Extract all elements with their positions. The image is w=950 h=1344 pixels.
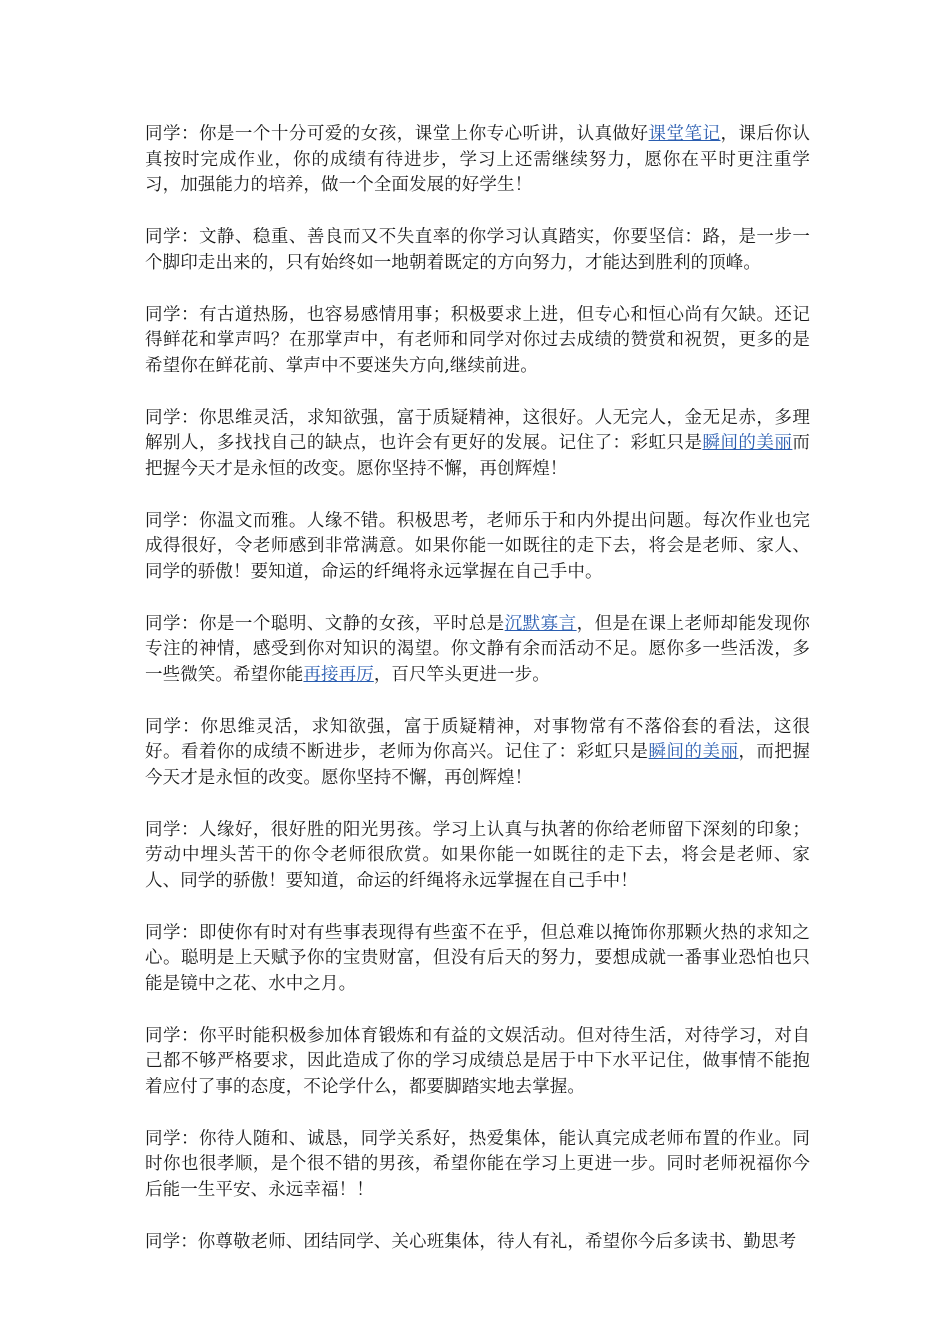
paragraph-text: 同学：你尊敬老师、团结同学、关心班集体，待人有礼，希望你今后多读书、勤思考 [145, 1231, 797, 1252]
comment-paragraph [145, 1230, 810, 1256]
comment-paragraph [145, 818, 810, 895]
keyword-link[interactable]: 瞬间的美丽 [702, 433, 793, 453]
paragraph-text: 而把握今天才是永恒的改变。愿你坚持不懈，再创辉煌！ [145, 433, 810, 479]
paragraph-text: 同学：文静、稳重、善良而又不失直率的你学习认真踏实，你要坚信：路，是一步一个脚印走出来的，只有始终如一地朝着既定的方向努力，才能达到胜利的顶峰。 [145, 227, 810, 273]
comment-paragraph [145, 509, 810, 586]
keyword-link[interactable]: 再接再厉 [303, 664, 374, 685]
paragraph-text: 同学：你是一个聪明、文静的女孩，平时总是 [145, 613, 505, 634]
comment-paragraph [145, 303, 810, 380]
comment-paragraph [145, 612, 810, 689]
paragraph-text: 同学：你平时能积极参加体育锻炼和有益的文娱活动。但对待生活，对待学习，对自己都不够严格要求，因此造成了你的学习成绩总是居于中下水平记住，做事情不能抱着应付了事的态度，不论学什么，都要脚踏实地去掌握。 [145, 1025, 810, 1097]
paragraph-text: ，但是在课上老师却能发现你专注的神情，感受到你对知识的渴望。你文静有余而活动不足。愿你多一些活泼，多一些微笑。希望你能 [145, 613, 810, 685]
paragraph-text: 同学：即使你有时对有些事表现得有些蛮不在乎，但总难以掩饰你那颗火热的求知之心。聪明是上天赋予你的宝贵财富，但没有后天的努力，要想成就一番事业恐怕也只能是镜中之花、水中之月。 [145, 922, 810, 994]
keyword-link[interactable]: 瞬间的美丽 [648, 742, 739, 762]
comment-paragraph [145, 1024, 810, 1101]
document-body [145, 122, 810, 1282]
paragraph-text: ，课后你认真按时完成作业，你的成绩有待进步，学习上还需继续努力，愿你在平时更注重学习，加强能力的培养，做一个全面发展的好学生！ [145, 124, 810, 195]
keyword-link[interactable]: 课堂笔记 [648, 124, 721, 144]
paragraph-text: 同学：你思维灵活，求知欲强，富于质疑精神，对事物常有不落俗套的看法，这很好。看着你的成绩不断进步，老师为你高兴。记住了：彩虹只是 [145, 716, 810, 762]
paragraph-text: 同学：你思维灵活，求知欲强，富于质疑精神，这很好。人无完人，金无足赤，多理解别人，多找找自己的缺点，也许会有更好的发展。记住了：彩虹只是 [145, 407, 810, 453]
paragraph-text: ，而把握今天才是永恒的改变。愿你坚持不懈，再创辉煌！ [145, 742, 811, 788]
paragraph-text: 同学：你是一个十分可爱的女孩，课堂上你专心听讲，认真做好 [145, 124, 649, 144]
paragraph-text: 同学：你温文而雅。人缘不错。积极思考，老师乐于和内外提出问题。每次作业也完成得很好，令老师感到非常满意。如果你能一如既往的走下去，将会是老师、家人、同学的骄傲！要知道，命运的纤绳将永远掌握在自己手中。 [145, 510, 810, 582]
keyword-link[interactable]: 沉默寡言 [504, 613, 577, 634]
comment-paragraph [145, 225, 810, 276]
paragraph-text: 同学：你待人随和、诚恳，同学关系好，热爱集体，能认真完成老师布置的作业。同时你也很孝顺，是个很不错的男孩，希望你能在学习上更进一步。同时老师祝福你今后能一生平安、永远幸福！！ [145, 1128, 810, 1200]
comment-paragraph [145, 122, 810, 199]
paragraph-text: 同学：人缘好，很好胜的阳光男孩。学习上认真与执著的你给老师留下深刻的印象；劳动中埋头苦干的你令老师很欣赏。如果你能一如既往的走下去，将会是老师、家人、同学的骄傲！要知道，命运的纤绳将永远掌握在自己手中！ [145, 819, 810, 891]
comment-paragraph [145, 1127, 810, 1204]
comment-paragraph [145, 715, 810, 792]
paragraph-text: 同学：有古道热肠，也容易感情用事；积极要求上进，但专心和恒心尚有欠缺。还记得鲜花和掌声吗？在那掌声中，有老师和同学对你过去成绩的赞赏和祝贺，更多的是希望你在鲜花前、掌声中不要迷失方向,继续前进。 [145, 304, 810, 376]
comment-paragraph [145, 406, 810, 483]
comment-paragraph [145, 921, 810, 998]
paragraph-text: ，百尺竿头更进一步。 [373, 664, 550, 685]
